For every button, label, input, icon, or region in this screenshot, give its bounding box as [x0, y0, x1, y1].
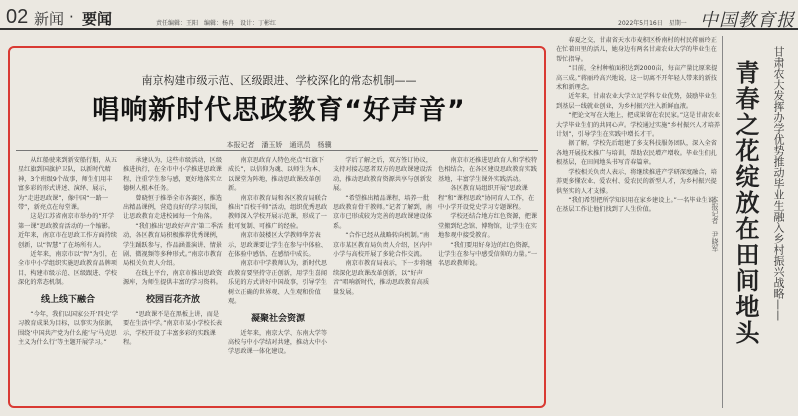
side-headline: 青春之花绽放在田间地头: [731, 60, 760, 346]
side-kicker: 甘肃农大发挥办学优势推动毕业生融入乡村振兴战略——: [772, 46, 785, 321]
masthead-logo: 中国教育报: [700, 10, 795, 31]
paragraph: 学校还结合地方红色资源，把课堂搬到纪念馆、博物馆，让学生在实地参观中接受教育。: [438, 213, 538, 240]
article-column: [556, 36, 722, 412]
paragraph: “合作已经从战略转向机制。”南京市某区教育局负责人介绍，区内中小学与高校开展了多轮合作交流。: [333, 232, 432, 259]
subhead: 校园百花齐放: [145, 294, 200, 305]
paragraph: 承建认为，这些市级活动，区级推进执行，在全市中小学推进思政课程，注重学生参与感，更好地落实立德树人根本任务。: [123, 157, 223, 193]
paragraph: 学校相关负责人表示，将继续推进产学研深度融合，培养更多懂农业、爱农村、爱农民的新型人才，为乡村振兴提供坚实的人才支撑。: [556, 168, 717, 195]
lead-kicker: 南京构建市级示范、区级跟进、学校深化的常态机制——: [141, 74, 417, 87]
paragraph: 南京市还推进思政育人和学校特色相结合，在各区建设思政教育实践基地，丰富学生课外实践活动。: [438, 157, 538, 183]
paragraph: 各区教育局组织开展“思政课程”和“课程思政”协同育人工作，在中小学开设党史学习专题课程。: [438, 185, 535, 212]
paragraph: 在线上平台，南京市推出思政资源库，为师生提供丰富的学习资料。: [123, 269, 223, 287]
paragraph: “今年，我们以国家公开‘四史’学习教育成果为目标，以事实为依据，围绕‘中国共产党为什么能’与‘马克思主义为什么行’等主题开展学习。”: [18, 310, 118, 346]
lead-article: [8, 46, 546, 408]
section-name: 新闻: [34, 10, 65, 28]
section-separator: ·: [69, 8, 74, 26]
paragraph: 这是江苏省南京市举办的“开学第一课”思政教育活动的一个缩影。近年来，南京市在思政工作方面持续创新，以“智慧”了在场所有人。: [18, 213, 117, 249]
paragraph: 南京思政育人特色亮点“红旗下成长”，以信仰为魂、以师生为本、以课堂为阵地，推动思政课改革创新。: [228, 157, 325, 193]
column-divider: [722, 36, 723, 408]
page-header: [0, 0, 798, 30]
paragraph: “我们希望把所学知识用在家乡建设上。”一名毕业生说，在基层工作让他们找到了人生价值。: [556, 196, 721, 214]
article-column: [333, 156, 433, 297]
section-title: 要闻: [82, 10, 113, 28]
subhead: 凝聚社会资源: [250, 313, 305, 324]
paragraph: “思政课不是在黑板上讲，而是要在生活中学。”南京市某小学校长表示，学校开设了丰富多彩的实践课程。: [123, 310, 223, 346]
paragraph: “目前，全村种植面积达到2000亩，每亩产量比原来提高三成。”蒋丽玲高兴地说，这一切离不开年轻人带来的新技术和新理念。: [556, 65, 718, 92]
article-column: [123, 156, 223, 347]
paragraph: “我们推出‘思政好声音’第二季活动，各区教育局积极推荐优秀课例，学生踊跃参与，作品涵盖演讲、情景剧、微视频等多种形式。”南京市教育局相关负责人介绍。: [123, 222, 223, 268]
article-column: [228, 156, 328, 357]
lead-byline: 本报记者 潘玉娇 通讯员 杨骥: [226, 141, 332, 149]
divider: [16, 150, 538, 151]
publication-date: 2022年5月16日 星期一: [618, 20, 687, 27]
paragraph: 从红船驶来到新安船行船，从五星红旗到国旗护卫队，以新时代精神，3个班级9个故事，师生们用丰富多彩的形式讲述、演绎、展示，为“走进思政课”，像中国“一路一带”，新亮点在每堂课。: [18, 157, 118, 212]
paragraph: 近年来，南京市以“智”为引，在全市中小学组织实施思政教育品牌项目，构建市级示范、区级跟进、学校深化的常态机制。: [18, 251, 118, 287]
article-column: [18, 156, 118, 347]
subhead: 线上线下融合: [40, 294, 95, 305]
paragraph: 南京市教育局表示，下一步将继续深化思政课改革创新，以“好声音”唱响新时代，推动思政教育高质量发展。: [333, 260, 433, 296]
paragraph: 南京市中学教师认为，新时代思政教育要坚持守正创新，用学生喜闻乐见的方式讲好中国故事，引导学生树立正确的世界观、人生观和价值观。: [228, 260, 328, 306]
paragraph: “把论文写在大地上，把成果留在农民家。”这是甘肃农业大学毕业生们的共同心声。学校通过实施“乡村振兴人才培养计划”，引导学生在实践中增长才干。: [556, 112, 721, 139]
paragraph: 南京市鼓楼区大学教师华芳表示，思政课要让学生在参与中体验、在体验中感悟、在感悟中成长。: [228, 232, 327, 259]
paragraph: 春夏之交，甘肃省天水市麦积区桥南村的村民蒋丽玲正在忙着田里的活儿，她身边有两名甘肃农业大学的毕业生在帮忙指导。: [556, 37, 717, 63]
editors-line: 责任编辑：王阳 编辑：杨冉 设计：丁彬红: [156, 20, 277, 27]
paragraph: 近年来，甘肃农业大学立足学科专业优势，鼓励毕业生到基层一线就业创业，为乡村振兴注入新鲜血液。: [556, 93, 717, 110]
lead-headline: 唱响新时代思政教育“好声音”: [92, 95, 466, 126]
article-column: [438, 156, 538, 269]
paragraph: 曾晓恒于推举全市各赛区，推选出精品课例，营造良好的学习氛围，让思政教育走进校园每一个角落。: [123, 194, 223, 221]
paragraph: “我们要用好身边的红色资源，让学生在参与中感受信仰的力量。”一名思政教师说。: [438, 241, 538, 268]
section-number: 02: [6, 6, 29, 28]
paragraph: 近年来，南京大学、东南大学等高校与中小学结对共建，推动大中小学思政课一体化建设。: [228, 329, 328, 356]
paragraph: “希望推出精品课程，培养一批思政教育骨干教师。”记者了解到，南京市已形成较为完善的思政课建设体系。: [333, 194, 433, 230]
side-byline: 本报记者 尹晓军: [711, 196, 719, 252]
paragraph: 学后了解之后，双方签订协议，支持对接志愿者双方的思政课建设活动，推动思政教育资源共享与创新发展。: [333, 157, 433, 193]
paragraph: 据了解，学校先后组建了多支科技服务团队，深入全省各地开展技术推广与培训，帮助农民增产增收。毕业生们扎根基层，在田间地头书写青春篇章。: [556, 140, 717, 167]
paragraph: 南京市教育局和各区教育局联合推出“百校千师”活动，组织优秀思政教师深入学校开展示范课，形成了一批可复制、可推广的经验。: [228, 194, 328, 230]
